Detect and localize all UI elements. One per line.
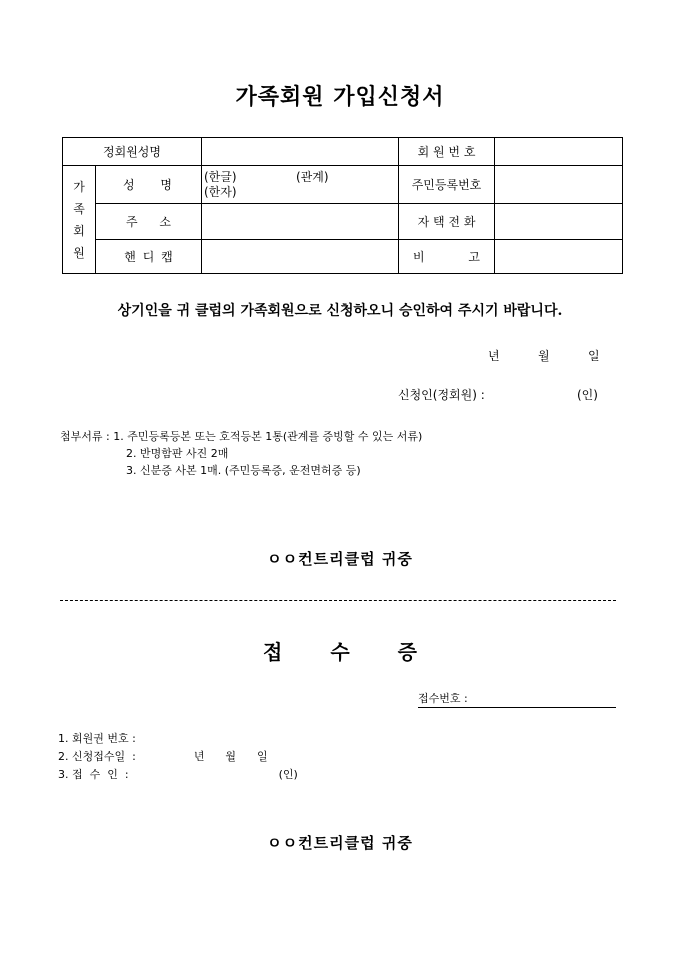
receipt-title: 접 수 증 [263,640,417,664]
receipt-number-label: 접수번호 : [418,692,468,705]
application-form-table [62,137,623,274]
date-year-label: 년 [488,349,500,363]
address-label: 주 소 [96,204,202,240]
handicap-field[interactable] [202,240,399,274]
resident-number-field[interactable] [495,166,623,204]
cut-line-divider [60,600,616,601]
family-member-label: 가 족 회 원 [63,166,96,274]
hangul-label: (한글) [204,169,237,184]
home-phone-label: 자 택 전 화 [399,204,495,240]
page-title: 가족회원 가입신청서 [235,84,445,110]
applicant-seal-label: (인) [577,388,598,402]
attachments-list [60,428,422,479]
date-day-label: 일 [588,349,600,363]
attachment-item: 2. 반명함판 사진 2매 [126,447,229,460]
club-addressee: ㅇㅇ컨트리클럽 귀중 [267,550,413,568]
member-number-field[interactable] [495,138,623,166]
hanja-label: (한자) [204,184,237,199]
regular-member-name-field[interactable] [202,138,399,166]
applicant-label: 신청인(정회원) : [398,388,485,402]
regular-member-name-label: 정회원성명 [63,138,202,166]
receipt-number-field[interactable] [418,690,616,708]
date-month-label: 월 [538,349,550,363]
attachments-label: 첨부서류 : [60,430,110,443]
remarks-label: 비 고 [399,240,495,274]
handicap-label: 핸 디 캡 [96,240,202,274]
attachment-item: 3. 신분증 사본 1매. (주민등록증, 운전면허증 등) [126,464,361,477]
attachment-item: 1. 주민등록등본 또는 호적등본 1통(관계를 증빙할 수 있는 서류) [113,430,423,443]
receipt-item-member-number: 1. 회원권 번호 : [58,732,136,745]
member-number-label: 회 원 번 호 [399,138,495,166]
receipt-club-addressee: ㅇㅇ컨트리클럽 귀중 [267,834,413,852]
address-field[interactable] [202,204,399,240]
remarks-field[interactable] [495,240,623,274]
name-label: 성 명 [96,166,202,204]
resident-number-label: 주민등록번호 [399,166,495,204]
receipt-item-application-date: 2. 신청접수일 : 년 월 일 [58,750,268,763]
home-phone-field[interactable] [495,204,623,240]
receipt-item-receiver: 3. 접 수 인 : (인) [58,768,298,781]
relation-label: (관계) [296,169,329,184]
name-field[interactable] [202,166,399,204]
application-statement: 상기인을 귀 클럽의 가족회원으로 신청하오니 승인하여 주시기 바랍니다. [117,303,563,319]
receipt-items [58,730,298,784]
